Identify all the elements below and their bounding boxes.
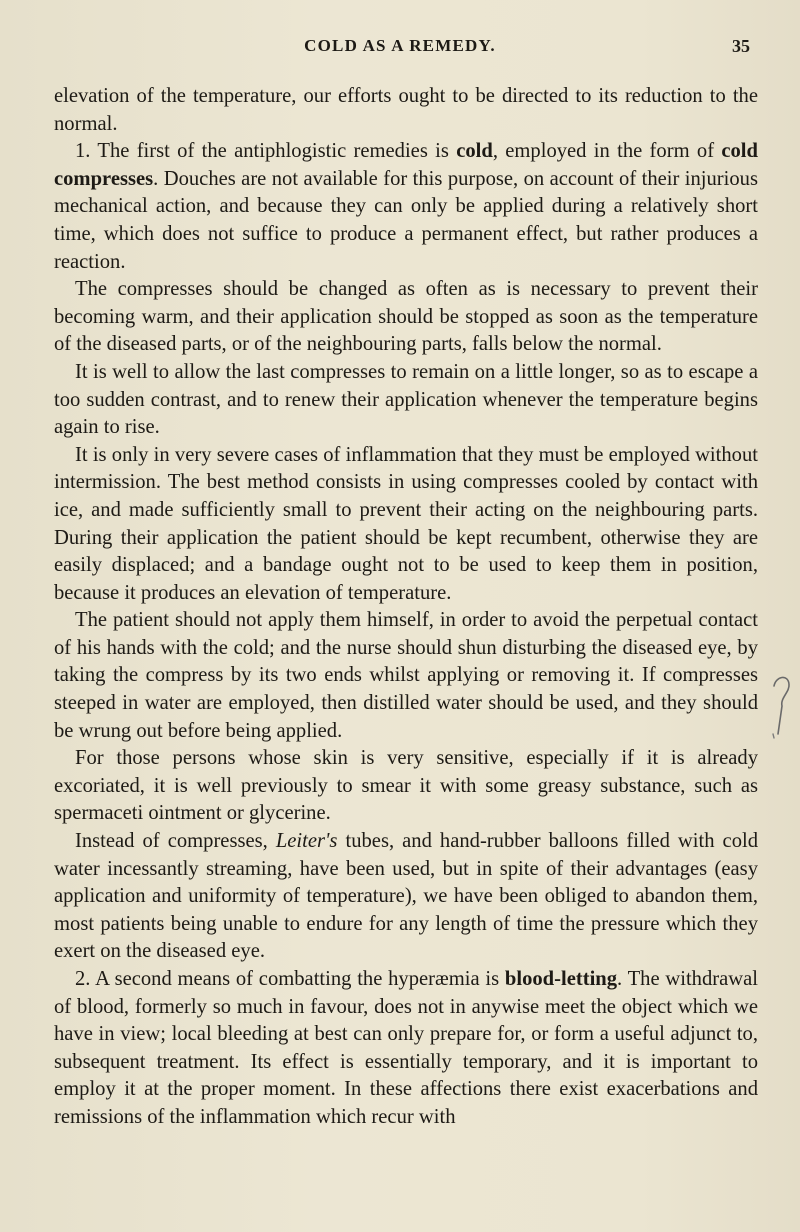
text-run: Instead of compresses, [75,830,276,853]
text-run: , employed in the form of [492,140,722,163]
text-run: 2. A second means of combatting the hyperæmia is [75,968,505,990]
text-run: elevation of the temperature, our efforts ought to be directed to its reduction to the normal. [54,85,758,135]
text-run: . Douches are not available for this purpose, on account of their injurious mechanical action, and because they can only be applied during a relatively short time, which does not suffice to produce a permanent effect, but rather produces a reaction. [54,167,758,273]
text-run: It is only in very severe cases of inflammation that they must be employed without intermission. The best method consists in using compresses cooled by contact with ice, and made sufficiently small to prevent their acting on the neighbouring parts. During their application the patient should be kept recumbent, otherwise they are easily displaced; and a bandage ought not to be used to keep them in position, because it produces an elevation of temperature. [54,443,758,604]
paragraph [54,607,758,745]
pencil-margin-mark [770,672,794,742]
paragraph [54,966,758,1132]
text-run: . The withdrawal of blood, formerly so much in favour, does not in anywise meet the object which we have in view; local bleeding at best can only prepare for, or form a useful adjunct to, subsequent treatment. Its effect is essentially temporary, and it is important to employ it at the proper moment. In these affections there exist exacerbations and remissions of the inflammation which recur with [54,968,759,1128]
text-run: The patient should not apply them himself, in order to avoid the perpetual contact of his hands with the cold; and the nurse should shun disturbing the diseased eye, by taking the compress by its two ends whilst applying or removing it. If compresses steeped in water are employed, then distilled water should be used, and they should be wrung out before being applied. [54,609,758,742]
bold-text-run: cold [456,140,493,163]
text-run: 1. The first of the antiphlogistic remedies is [75,140,457,163]
paragraph [54,359,758,442]
paragraph [54,442,758,608]
paragraph [54,83,758,138]
italic-text-run: Leiter's [275,830,338,853]
running-title: COLD AS A REMEDY. [304,36,496,55]
page-number: 35 [732,36,750,56]
paragraph [54,745,758,828]
text-run: tubes, and hand-rubber balloons filled with cold water incessantly streaming, have been used, but in spite of their advantages (easy application and uniformity of temperature), we have been obliged to abandon them, most patients being unable to endure for any length of time the pressure which they exert on the diseased eye. [54,830,759,963]
running-head [0,36,800,64]
paragraph [54,828,758,966]
body-text [54,83,758,1132]
paragraph [54,276,758,359]
text-run: The compresses should be changed as often as is necessary to prevent their becoming warm, and their application should be stopped as soon as the temperature of the diseased parts, or of the neighbouring parts, falls below the normal. [54,278,758,356]
text-run: It is well to allow the last compresses to remain on a little longer, so as to escape a too sudden contrast, and to renew their application whenever the temperature begins again to rise. [54,360,758,439]
text-run: For those persons whose skin is very sensitive, especially if it is already excoriated, it is well previously to smear it with some greasy substance, such as spermaceti ointment or glycerine. [54,747,758,825]
paragraph [54,138,758,276]
bold-text-run: blood-letting [504,968,618,990]
bold-text-run: cold compresses [54,140,758,190]
